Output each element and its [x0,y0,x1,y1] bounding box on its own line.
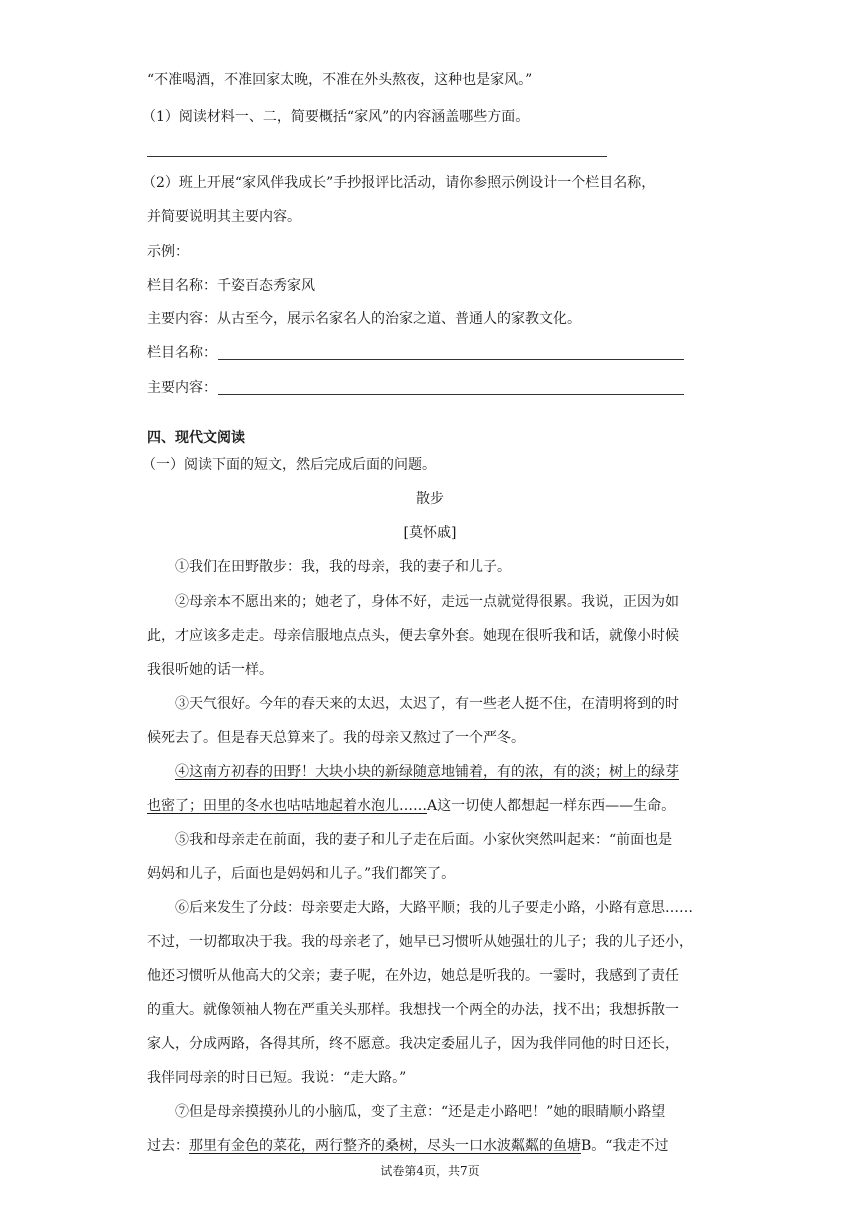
paragraph-2-line-3: 我很听她的话一样。 [147,662,273,678]
passage-title: 散步 [416,491,444,507]
paragraph-2-line-1: ②母亲本不愿出来的；她老了，身体不好，走远一点就觉得很累。我说，正因为如 [175,594,679,610]
section-subheading: （一）阅读下面的短文，然后完成后面的问题。 [142,457,436,473]
paragraph-5-line-2: 妈妈和儿子，后面也是妈妈和儿子。”我们都笑了。 [147,866,456,882]
paragraph-7-line-1: ⑦但是母亲摸摸孙儿的小脑瓜，变了主意：“还是走小路吧！”她的眼睛顺小路望 [175,1104,666,1120]
paragraph-6-line-1: ⑥后来发生了分歧：母亲要走大路，大路平顺；我的儿子要走小路，小路有意思…… [175,900,693,916]
paragraph-7-line-2-rest: B。“我走不过 [581,1138,669,1154]
main-content-label: 主要内容： [147,380,217,396]
underlined-passage-a: 也密了；田里的冬水也咕咕地起着水泡儿…… [147,798,427,814]
question-2-prompt-line-1: （2）班上开展“家风伴我成长”手抄报评比活动，请你参照示例设计一个栏目名称， [142,175,656,191]
question-1-prompt: （1）阅读材料一、二，简要概括“家风”的内容涵盖哪些方面。 [142,109,530,125]
paragraph-4-line-2 [147,796,675,816]
paragraph-3-line-2: 候死去了。但是春天总算来了。我的母亲又熬过了一个严冬。 [147,730,525,746]
paragraph-5-line-1: ⑤我和母亲走在前面，我的妻子和儿子走在后面。小家伙突然叫起来：“前面也是 [175,832,673,848]
passage-author: [莫怀戚] [403,525,457,541]
paragraph-7-line-2 [147,1136,668,1156]
section-heading: 四、现代文阅读 [147,430,245,446]
page-footer: 试卷第4页，共7页 [380,1164,480,1178]
paragraph-1: ①我们在田野散步：我，我的母亲，我的妻子和儿子。 [175,559,511,575]
column-name-label: 栏目名称： [147,345,217,361]
question-2-prompt-line-2: 并简要说明其主要内容。 [147,209,301,225]
underlined-passage-b: 那里有金色的菜花，两行整齐的桑树，尽头一口水波粼粼的鱼塘 [189,1138,581,1154]
paragraph-6-line-2: 不过，一切都取决于我。我的母亲老了，她早已习惯听从她强壮的儿子；我的儿子还小， [147,934,693,950]
paragraph-6-line-4: 的重大。就像领袖人物在严重关头那样。我想找一个两全的办法，找不出；我想拆散一 [147,1002,679,1018]
main-content-answer-line[interactable] [218,394,684,395]
paragraph-6-line-3: 他还习惯听从他高大的父亲；妻子呢，在外边，她总是听我的。一霎时，我感到了责任 [147,968,679,984]
example-main-content: 主要内容：从古至今，展示名家名人的治家之道、普通人的家教文化。 [147,311,581,327]
paragraph-6-line-6: 我伴同母亲的时日已短。我说：“走大路。” [147,1070,407,1086]
column-name-answer-line[interactable] [218,359,684,360]
material-quote-line: “不准喝酒，不准回家太晚，不准在外头熬夜，这种也是家风。” [147,72,533,88]
paragraph-4-line-2-rest: A这一切使人都想起一样东西——生命。 [427,798,676,814]
paragraph-4-line-1: ④这南方初春的田野！大块小块的新绿随意地铺着，有的浓，有的淡；树上的绿芽 [175,764,679,780]
paragraph-3-line-1: ③天气很好。今年的春天来的太迟，太迟了，有一些老人挺不住，在清明将到的时 [175,696,679,712]
paragraph-2-line-2: 此，才应该多走走。母亲信服地点点头，便去拿外套。她现在很听我和话，就像小时候 [147,628,679,644]
question-1-answer-line[interactable] [147,156,607,157]
paragraph-6-line-5: 家人，分成两路，各得其所，终不愿意。我决定委屈儿子，因为我伴同他的时日还长， [147,1036,679,1052]
paragraph-7-line-2-lead: 过去： [147,1138,189,1154]
example-label: 示例： [147,244,189,260]
example-column-name: 栏目名称：千姿百态秀家风 [147,278,315,294]
